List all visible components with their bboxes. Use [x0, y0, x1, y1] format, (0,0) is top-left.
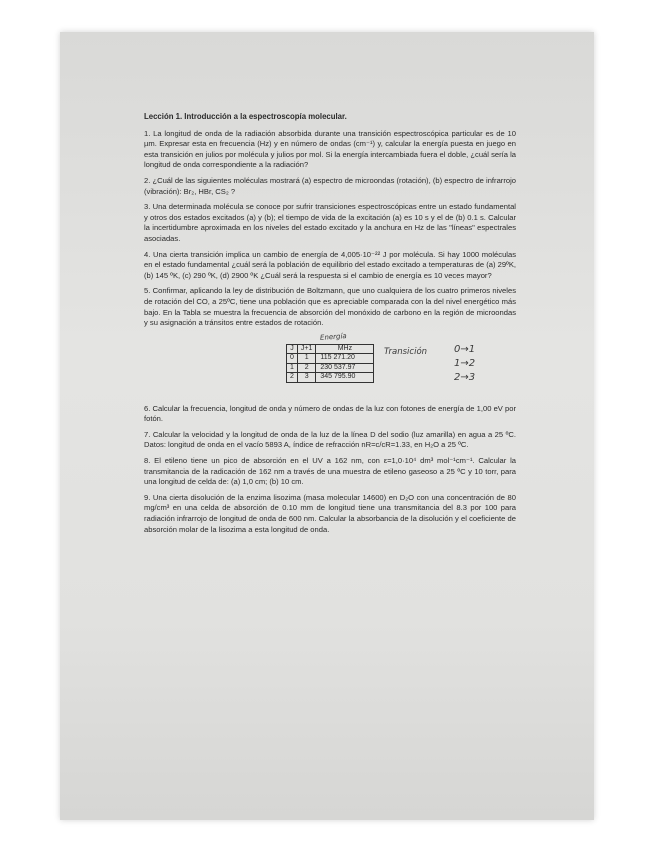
table-header-mhz: MHz	[316, 344, 374, 354]
table-cell: 1	[287, 363, 298, 373]
co-frequency-table	[286, 344, 374, 383]
question-6: 6. Calcular la frecuencia, longitud de onda y número de ondas de la luz con fotones de energía de 1,00 eV por fotón.	[144, 403, 516, 424]
handwritten-transition-2-3: 2→3	[454, 371, 476, 383]
handwritten-transition-0-1: 0→1	[454, 343, 476, 355]
table-cell: 1	[297, 354, 315, 364]
table-header-j: J	[287, 344, 298, 354]
question-3: 3. Una determinada molécula se conoce por sufrir transiciones espectroscópicas entre un estado fundamental y otros dos estados excitados (a) y (b); el tiempo de vida de la excitación (a) es 10 s y el de (b) 0.1 s. Calcular la incertidumbre aproximada en los niveles del estado excitado y la anchura en Hz de las "líneas" espectrales asociadas.	[144, 202, 516, 243]
table-cell: 115 271.20	[316, 354, 374, 364]
question-9: 9. Una cierta disolución de la enzima lisozima (masa molecular 14600) en D₂O con una concentración de 80 mg/cm³ en una celda de absorción de 0.10 mm de longitud tiene una transmitancia del 8.3 por 100 para radiación infrarrojo de longitud de onda de 600 nm. Calcular la absorbancia de la disolución y el coeficiente de absorción molar de la lisozima a esta longitud de onda.	[144, 492, 516, 534]
table-cell: 2	[297, 363, 315, 373]
question-8: 8. El etileno tiene un pico de absorción en el UV a 162 nm, con ε=1,0·10⁴ dm³ mol⁻¹cm⁻¹. Calcular la transmitancia de la radicación de 162 nm a través de una muestra de etileno gaseoso a 25 ºC y 10 torr, para una longitud de celda de: (a) 1,0 cm; (b) 10 cm.	[144, 456, 516, 487]
table-header-row	[287, 344, 374, 354]
handwritten-transition-1-2: 1→2	[454, 357, 476, 369]
paper-sheet	[60, 32, 594, 820]
table-row	[287, 354, 374, 364]
question-1: 1. La longitud de onda de la radiación absorbida durante una transición espectroscópica particular es de 10 µm. Expresar esta en frecuencia (Hz) y en número de ondas (cm⁻¹) y, calcular la energía puesta en juego en esta transición en julios por molécula y julios por mol. Si la energía intercambiada fuera el doble, ¿cuál sería la longitud de onda correspondiente a la radiación?	[144, 128, 516, 170]
table-cell: 3	[297, 373, 315, 383]
co-frequency-table-area	[144, 331, 516, 396]
question-2: 2. ¿Cuál de las siguientes moléculas mostrará (a) espectro de microondas (rotación), (b) espectro de infrarrojo (vibración): Br₂, HBr, CS₂ ?	[144, 175, 516, 196]
handwritten-transicion: Transición	[384, 346, 428, 357]
question-7: 7. Calcular la velocidad y la longitud de onda de la luz de la línea D del sodio (luz amarilla) en agua a 25 ºC. Datos: longitud de onda en el vacío 5893 A, índice de refracción nR=c/cR=1.33, en H₂O a 25 ºC.	[144, 429, 516, 450]
lesson-title: Lección 1. Introducción a la espectroscopía molecular.	[144, 112, 347, 121]
table-cell: 345 795.90	[316, 373, 374, 383]
table-cell: 2	[287, 373, 298, 383]
table-row	[287, 373, 374, 383]
table-cell: 0	[287, 354, 298, 364]
question-5: 5. Confirmar, aplicando la ley de distribución de Boltzmann, que uno cualquiera de los cuatro primeros niveles de rotación del CO, a 25ºC, tiene una población que es apreciable comparada con la del nivel energético más bajo. En la Tabla se muestra la frecuencia de absorción del monóxido de carbono en la región de microondas y su asignación a tránsitos entre estados de rotación.	[144, 286, 516, 328]
table-header-j-plus-1: J+1	[297, 344, 315, 354]
table-row	[287, 363, 374, 373]
document-content	[144, 112, 516, 540]
question-4: 4. Una cierta transición implica un cambio de energía de 4,005·10⁻²² J por molécula. Si hay 1000 moléculas en el estado fundamental ¿cuál será la población de equilibrio del estado excitado a temperaturas de (a) 29ºK, (b) 145 ºK, (c) 290 ºK, (d) 2900 ºK ¿Cuál será la respuesta si el cambio de energía es 10 veces mayor?	[144, 249, 516, 280]
table-cell: 230 537.97	[316, 363, 374, 373]
handwritten-energia: Energía	[319, 331, 347, 342]
